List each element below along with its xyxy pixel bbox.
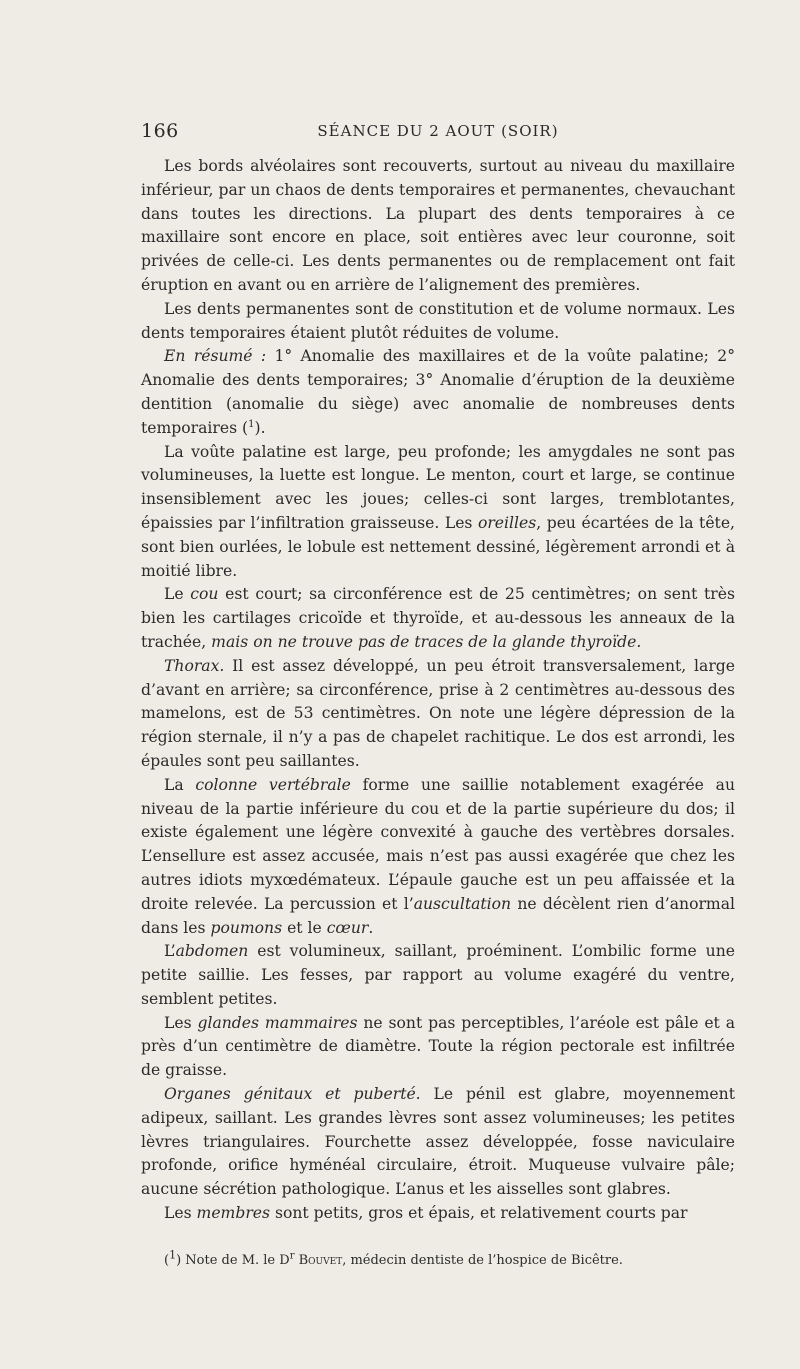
text-segment: Le: [164, 585, 191, 604]
text-segment: Les dents permanentes sont de constitution et de volume normaux. Les dents temporaires étaient plutôt réduites de volume.: [141, 299, 735, 342]
paragraph: [141, 940, 735, 1011]
paragraph: [141, 441, 735, 584]
running-head: SÉANCE DU 2 AOUT (SOIR): [317, 122, 559, 140]
paragraph: [141, 774, 735, 941]
text-segment: Le pénil est glabre, moyennement adipeux, saillant. Les grandes lèvres sont assez volumineuses; les petites lèvres triangulaires. Fourchette assez développée, fosse naviculaire profonde, orifice hyménéal circulaire, étroit. Muqueuse vulvaire pâle; aucune sécrétion pathologique. L’anus et les aisselles sont glabres.: [141, 1085, 735, 1199]
text-segment: L’: [164, 942, 176, 961]
paragraph: [141, 155, 735, 298]
text-segment: est volumineux, saillant, proéminent. L’ombilic forme une petite saillie. Les fesses, par rapport au volume exagéré du ventre, semblent petites.: [141, 942, 735, 1008]
text-segment: est court; sa circonférence est de 25 centimètres; on sent très bien les cartilages cricoïde et thyroïde, et au-dessous les anneaux de la trachée,: [141, 585, 735, 651]
text-segment: forme une saillie notablement exagérée au niveau de la partie inférieure du cou et de la partie supérieure du dos; il existe également une légère convexité à gauche des vertèbres dorsales. L’ensellure est assez accusée, mais n’est pas aussi exagérée que chez les autres idiots myxœdémateux. L’épaule gauche est un peu affaissée et la droite relevée. La percussion et l’: [141, 775, 735, 913]
footnote-reference: 1: [248, 418, 255, 430]
page-number: 166: [141, 120, 179, 142]
italic-text: Thorax.: [164, 656, 225, 675]
italic-text: cou: [190, 585, 219, 604]
footnote-dr-sup: r: [289, 1250, 295, 1262]
italic-text: glandes mammaires: [197, 1013, 358, 1032]
footnote-text-before: Note de M. le D: [185, 1253, 290, 1268]
text-segment: sont petits, gros et épais, et relativement courts par: [270, 1204, 688, 1223]
paragraph: [141, 583, 735, 654]
page-header: [141, 120, 735, 146]
text-segment: Les: [164, 1013, 198, 1032]
text-segment: .: [368, 918, 374, 937]
text-segment: Il est assez développé, un peu étroit transversalement, large d’avant en arrière; sa circonférence, prise à 2 centimètres au-dessous des mamelons, est de 53 centimètres. On note une légère dépression de la région sternale, il n’y a pas de chapelet rachitique. Le dos est arrondi, les épaules sont peu saillantes.: [141, 656, 735, 770]
text-segment: La voûte palatine est large, peu profonde; les amygdales ne sont pas volumineuses, la luette est longue. Le menton, court et large, se continue insensiblement avec les joues; celles-ci sont larges, tremblotantes, épaissies par l’infiltration graisseuse. Les: [141, 442, 735, 532]
italic-text: membres: [196, 1204, 271, 1223]
italic-text: mais on ne trouve pas de traces de la glande thyroïde.: [211, 632, 642, 651]
paragraph: [141, 1202, 735, 1226]
paragraph: [141, 298, 735, 346]
italic-text: auscultation: [413, 894, 512, 913]
italic-text: Organes génitaux et puberté.: [164, 1085, 421, 1104]
italic-text: cœur: [326, 918, 369, 937]
footnote-text-after: , médecin dentiste de l’hospice de Bicêtre.: [342, 1253, 623, 1268]
text-segment: ).: [254, 418, 266, 437]
text-segment: ne décèlent rien d’anormal dans les: [141, 894, 736, 937]
text-segment: Les bords alvéolaires sont recouverts, surtout au niveau du maxillaire inférieur, par un chaos de dents temporaires et permanentes, chevauchant dans toutes les directions. La plupart des dents temporaires à ce maxillaire sont encore en place, soit entières avec leur couronne, soit privées de celle-ci. Les dents permanentes ou de remplacement ont fait éruption en avant ou en arrière de l’alignement des premières.: [141, 157, 735, 294]
text-segment: La: [164, 775, 196, 794]
text-segment: , peu écartées de la tête, sont bien ourlées, le lobule est nettement dessiné, légèrement arrondi et à moitié libre.: [141, 513, 735, 580]
italic-text: abdomen: [175, 942, 249, 961]
paragraph: [141, 655, 735, 774]
body-text: [141, 155, 735, 1226]
italic-text: poumons: [210, 918, 283, 937]
paragraph: [141, 1083, 735, 1202]
text-segment: ne sont pas perceptibles, l’aréole est pâle et a près d’un centimètre de diamètre. Toute la région pectorale est infiltrée de graisse.: [141, 1013, 735, 1080]
text-segment: Les: [164, 1204, 197, 1223]
footnote-mark: 1: [169, 1248, 177, 1262]
footnote-name: Bouvet: [298, 1253, 343, 1268]
paragraph: [141, 345, 735, 440]
text-segment: 1° Anomalie des maxillaires et de la voûte palatine; 2° Anomalie des dents temporaires; 3° Anomalie d’éruption de la deuxième dentition (anomalie du siège) avec anomalie de nombreuses dents temporaires (: [141, 347, 735, 437]
italic-text: oreilles: [477, 513, 537, 532]
paragraph: [141, 1012, 735, 1083]
italic-text: En résumé :: [164, 347, 267, 366]
footnote: ($^1$) Note de M. le $D^r$ Bouvet, médecin dentiste de l’hospice de Bicêtre.: [164, 1248, 623, 1268]
italic-text: colonne vertébrale: [195, 775, 351, 794]
text-segment: et le: [282, 918, 327, 937]
